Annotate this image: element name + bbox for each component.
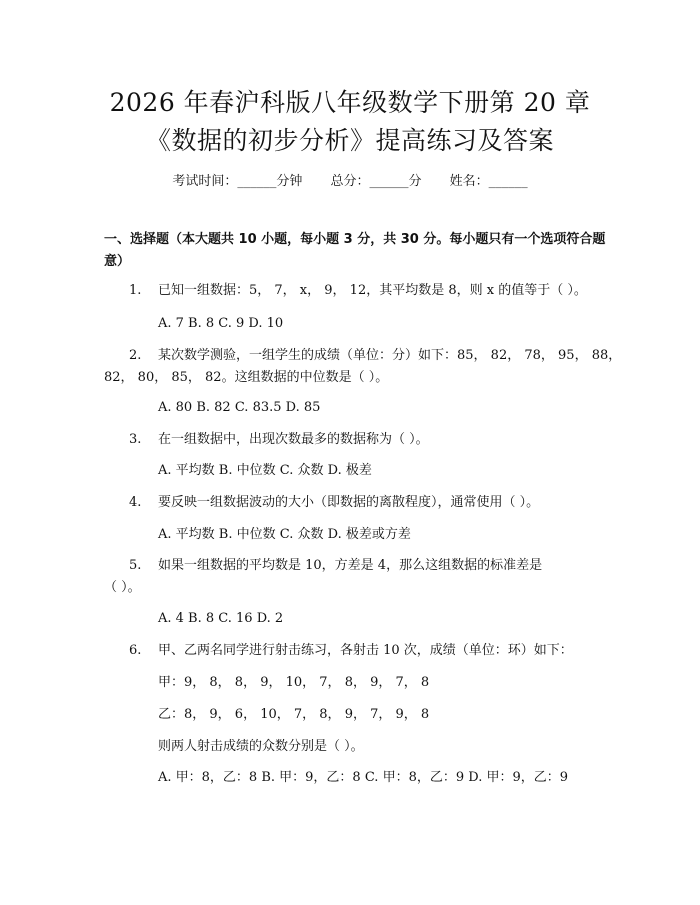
question-number: 2. xyxy=(129,348,142,363)
question-ask: 则两人射击成绩的众数分别是（ ）。 xyxy=(158,739,364,754)
question-number: 4. xyxy=(129,495,142,510)
question-number: 3. xyxy=(129,432,142,447)
data-row-yi: 乙：8， 9， 6， 10， 7， 8， 9， 7， 9， 8 xyxy=(158,707,430,722)
question-number: 6. xyxy=(129,643,142,658)
question-stem: 甲、乙两名同学进行射击练习，各射击 10 次，成绩（单位：环）如下： xyxy=(158,643,573,658)
question-stem: 已知一组数据：5， 7， x， 9， 12，其平均数是 8，则 x 的值等于（ ）。 xyxy=(158,283,587,298)
question-stem-continued: 82， 80， 85， 82。这组数据的中位数是（ ）。 xyxy=(104,370,389,385)
exam-student-name: 姓名：______ xyxy=(449,174,528,189)
question-stem: 如果一组数据的平均数是 10，方差是 4，那么这组数据的标准差是 xyxy=(158,558,543,573)
question-stem: 要反映一组数据波动的大小（即数据的离散程度），通常使用（ ）。 xyxy=(158,495,540,510)
question-stem: 某次数学测验，一组学生的成绩（单位：分）如下：85， 82， 78， 95， 88， xyxy=(158,348,622,363)
exam-meta xyxy=(0,170,700,189)
question-stem: 在一组数据中，出现次数最多的数据称为（ ）。 xyxy=(158,432,429,447)
data-row-jia: 甲：9， 8， 8， 9， 10， 7， 8， 9， 7， 8 xyxy=(158,675,430,690)
question-options: A. 平均数 B. 中位数 C. 众数 D. 极差或方差 xyxy=(158,527,411,542)
exam-total-score: 总分：______分 xyxy=(330,174,422,189)
question-options: A. 7 B. 8 C. 9 D. 10 xyxy=(158,316,284,331)
question-options: A. 4 B. 8 C. 16 D. 2 xyxy=(158,611,284,626)
exam-time: 考试时间：______分钟 xyxy=(172,174,303,189)
document-title-line-1: 2026 年春沪科版八年级数学下册第 20 章 xyxy=(109,88,591,117)
question-number: 5. xyxy=(129,558,142,573)
question-number: 1. xyxy=(129,283,142,298)
question-options: A. 平均数 B. 中位数 C. 众数 D. 极差 xyxy=(158,463,372,478)
section-heading: 一、选择题（本大题共 10 小题，每小题 3 分，共 30 分。每小题只有一个选项符合题意） xyxy=(104,232,606,269)
question-stem-continued: （ ）。 xyxy=(104,580,141,595)
question-options: A. 甲：8，乙：8 B. 甲：9，乙：8 C. 甲：8，乙：9 D. 甲：9，乙：9 xyxy=(158,770,569,785)
document-title-line-2: 《数据的初步分析》提高练习及答案 xyxy=(145,126,554,155)
question-options: A. 80 B. 82 C. 83.5 D. 85 xyxy=(158,400,321,415)
